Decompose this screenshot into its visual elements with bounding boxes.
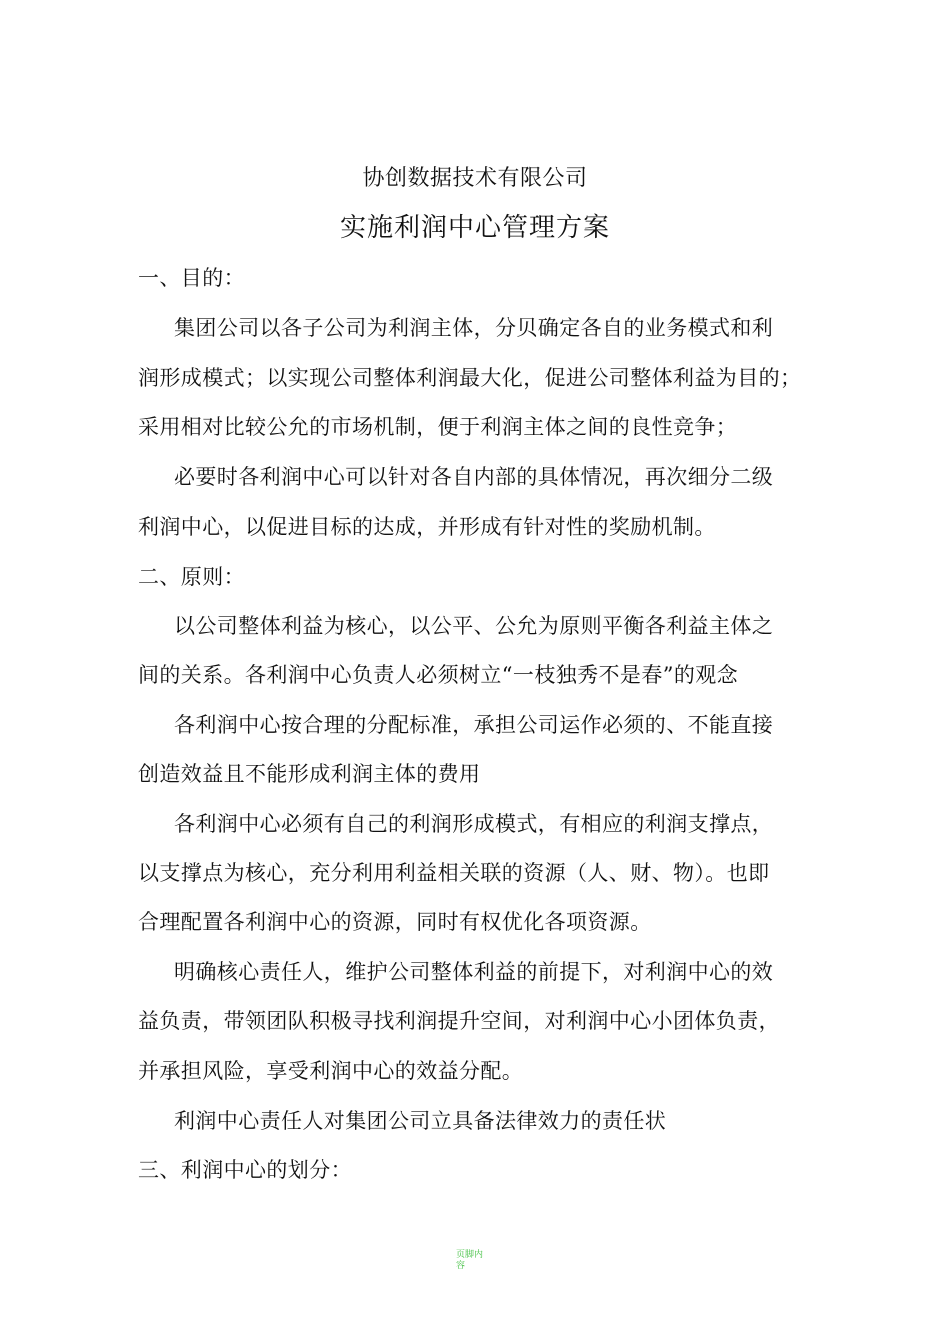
paragraph-line: 利润中心，以促进目标的达成，并形成有针对性的奖励机制。 [138,515,716,539]
company-name: 协创数据技术有限公司 [362,166,588,191]
paragraph-line: 益负责，带领团队积极寻找利润提升空间，对利润中心小团体负责， [138,1009,780,1033]
paragraph-line: 间的关系。各利润中心负责人必须树立“一枝独秀不是春”的观念 [138,663,739,687]
paragraph-line: 集团公司以各子公司为利润主体，分贝确定各自的业务模式和利 [174,316,774,340]
paragraph-line: 各利润中心按合理的分配标准，承担公司运作必须的、不能直接 [174,713,774,737]
paragraph-line: 明确核心责任人，维护公司整体利益的前提下，对利润中心的效 [174,960,774,984]
paragraph-line: 合理配置各利润中心的资源，同时有权优化各项资源。 [138,910,652,934]
section-heading-division: 三、利润中心的划分： [138,1158,352,1182]
paragraph-line: 各利润中心必须有自己的利润形成模式，有相应的利润支撑点， [174,812,774,836]
section-heading-purpose: 一、目的： [138,266,245,290]
section-heading-principles: 二、原则： [138,565,245,589]
paragraph-line: 采用相对比较公允的市场机制，便于利润主体之间的良性竞争； [138,415,738,439]
paragraph-line: 利润中心责任人对集团公司立具备法律效力的责任状 [174,1109,667,1133]
document-title: 实施利润中心管理方案 [339,213,610,243]
paragraph-line: 必要时各利润中心可以针对各自内部的具体情况，再次细分二级 [174,465,774,489]
paragraph-line: 润形成模式；以实现公司整体利润最大化，促进公司整体利益为目的； [138,366,802,390]
paragraph-line: 以支撑点为核心，充分利用利益相关联的资源（人、财、物）。也即 [138,861,770,885]
page-footer: 页脚内容 [456,1250,484,1271]
paragraph-line: 以公司整体利益为核心，以公平、公允为原则平衡各利益主体之 [174,614,774,638]
paragraph-line: 创造效益且不能形成利润主体的费用 [138,762,481,786]
paragraph-line: 并承担风险，享受利润中心的效益分配。 [138,1059,524,1083]
